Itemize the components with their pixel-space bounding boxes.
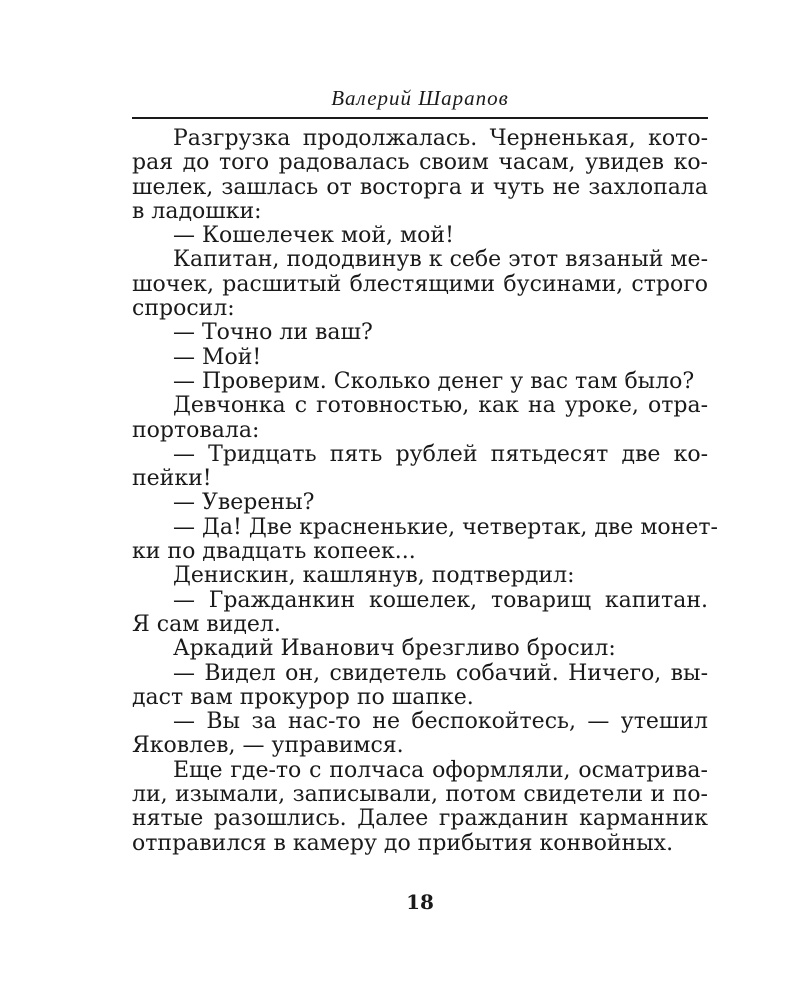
text-line: спросил: — [132, 296, 235, 322]
text-line: — Гражданкин кошелек, товарищ капитан. — [173, 587, 708, 613]
text-line: Яковлев, — управимся. — [132, 733, 404, 759]
text-line: — Да! Две красненькие, четвертак, две монет- — [173, 514, 718, 540]
text-line: портовала: — [132, 417, 260, 443]
text-line: отправился в камеру до прибытия конвойных. — [132, 830, 674, 856]
header-rule — [132, 117, 708, 119]
text-line: — Точно ли ваш? — [173, 320, 373, 346]
text-line: Девчонка с готовностью, как на уроке, отра- — [173, 393, 708, 419]
text-line: — Вы за нас-то не беспокойтесь, — утешил — [173, 709, 708, 735]
text-line: Я сам видел. — [132, 611, 281, 637]
text-line: — Уверены? — [173, 490, 315, 516]
text-line: шелек, зашлась от восторга и чуть не захлопала — [132, 174, 708, 200]
text-line: нятые разошлись. Далее гражданин карманник — [132, 806, 708, 832]
text-line: — Тридцать пять рублей пятьдесят две ко- — [173, 441, 708, 467]
text-line: Денискин, кашлянув, подтвердил: — [173, 563, 575, 589]
text-line: ки по двадцать копеек... — [132, 539, 416, 565]
text-line: — Мой! — [173, 344, 262, 370]
text-line: — Кошелечек мой, мой! — [173, 223, 454, 249]
text-line: шочек, расшитый блестящими бусинами, строго — [132, 271, 708, 297]
text-line: Капитан, пододвинув к себе этот вязаный ме- — [173, 247, 708, 273]
text-line: в ладошки: — [132, 198, 262, 224]
text-line: Еще где-то с полчаса оформляли, осматрива- — [173, 757, 708, 783]
text-line: Разгрузка продолжалась. Черненькая, кото- — [173, 126, 708, 151]
text-line: ли, изымали, записывали, потом свидетели и по- — [132, 782, 708, 808]
text-line: — Проверим. Сколько денег у вас там было? — [173, 368, 695, 394]
text-line: даст вам прокурор по шапке. — [132, 684, 474, 710]
text-line: пейки! — [132, 466, 212, 492]
body-text — [132, 126, 718, 856]
running-head: Валерий Шарапов — [331, 86, 509, 110]
text-line: — Видел он, свидетель собачий. Ничего, вы- — [173, 660, 708, 686]
page-number: 18 — [406, 890, 434, 914]
text-line: рая до того радовалась своим часам, увидев ко- — [132, 150, 708, 176]
text-line: Аркадий Иванович брезгливо бросил: — [173, 636, 616, 662]
